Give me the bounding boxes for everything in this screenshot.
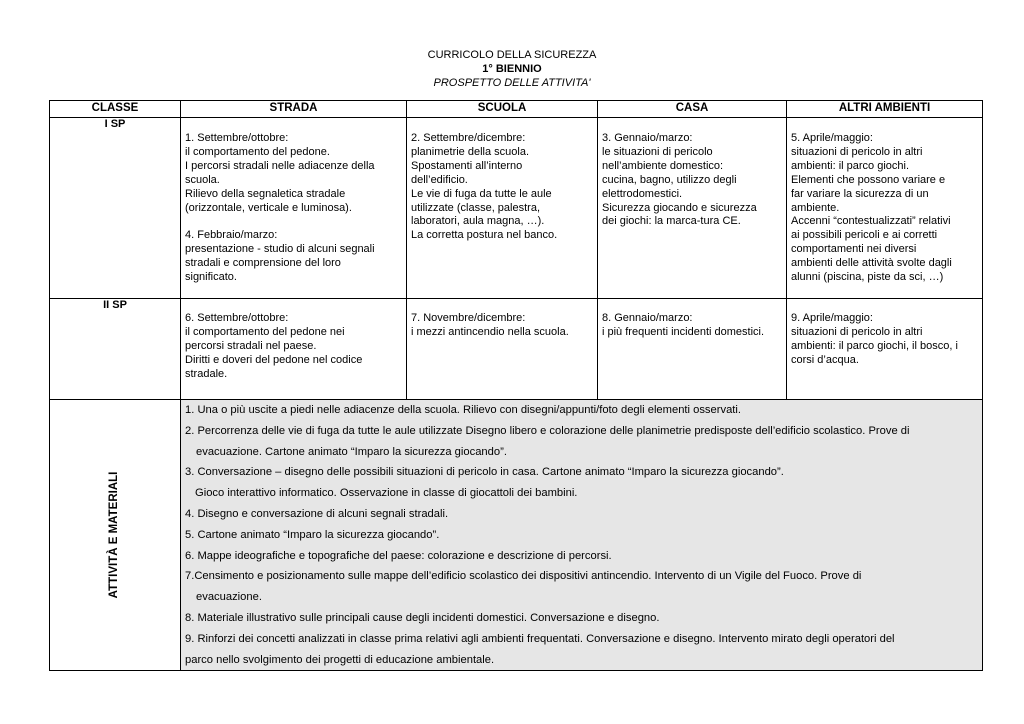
text-line: utilizzate (classe, palestra, xyxy=(411,201,540,214)
text-line: Spostamenti all’interno xyxy=(411,159,523,172)
text-line: ai possibili pericoli e ai corretti xyxy=(791,229,938,242)
column-header-scuola: SCUOLA xyxy=(407,101,598,118)
text-line: (orizzontale, verticale e luminosa). xyxy=(185,201,352,214)
text-line: planimetrie della scuola. xyxy=(411,145,530,158)
text-line: i più frequenti incidenti domestici. xyxy=(602,325,765,338)
text-line: scuola. xyxy=(185,173,220,186)
text-line: comportamenti nei diversi xyxy=(791,243,917,256)
text-line: Sicurezza giocando e sicurezza xyxy=(602,201,757,214)
text-line: 2. Settembre/dicembre: xyxy=(411,132,526,144)
text-line: corsi d’acqua. xyxy=(791,353,859,366)
cell-scuola xyxy=(407,299,598,400)
text-line: laboratori, aula magna, …). xyxy=(411,215,545,228)
text-line: 5. Aprile/maggio: xyxy=(791,132,873,144)
column-header-casa: CASA xyxy=(598,101,787,118)
text-line: cucina, bagno, utilizzo degli xyxy=(602,173,737,186)
activity-item: 5. Cartone animato “Imparo la sicurezza giocando”. xyxy=(185,528,440,541)
text-line: significato. xyxy=(185,271,237,284)
activity-item-continuation: Gioco interattivo informatico. Osservazione in classe di giocattoli dei bambini. xyxy=(195,487,578,500)
cell-casa xyxy=(598,299,787,400)
cell-scuola xyxy=(407,118,598,299)
row-label-ii-sp: II SP xyxy=(50,299,181,400)
activity-item: 4. Disegno e conversazione di alcuni segnali stradali. xyxy=(185,507,449,520)
spacer xyxy=(185,215,402,229)
table-row-activities xyxy=(50,400,983,671)
text-line: situazioni di pericolo in altri xyxy=(791,145,923,158)
activities-list xyxy=(181,400,983,671)
text-line: 6. Settembre/ottobre: xyxy=(185,312,289,324)
text-line: 4. Febbraio/marzo: xyxy=(185,229,278,242)
text-line: Le vie di fuga da tutte le aule xyxy=(411,187,552,200)
activities-label-cell xyxy=(50,400,181,671)
text-line: Rilievo della segnaletica stradale xyxy=(185,187,346,200)
activity-item: 9. Rinforzi dei concetti analizzati in classe prima relativi agli ambienti frequentati. Conversazione e disegno. Intervento mirato degli operatori del xyxy=(185,632,895,645)
table-row xyxy=(50,299,983,400)
activity-item: 3. Conversazione – disegno delle possibili situazioni di pericolo in casa. Cartone animato “Imparo la sicurezza giocando”. xyxy=(185,466,784,479)
text-line: 7. Novembre/dicembre: xyxy=(411,312,526,324)
curriculum-table xyxy=(49,100,983,671)
text-line: dell’edificio. xyxy=(411,173,468,186)
text-line: ambienti: il parco giochi. xyxy=(791,159,910,172)
text-line: 3. Gennaio/marzo: xyxy=(602,132,693,144)
text-line: i mezzi antincendio nella scuola. xyxy=(411,325,569,338)
document-header xyxy=(0,48,1024,90)
text-line: 9. Aprile/maggio: xyxy=(791,312,873,324)
document-title: CURRICOLO DELLA SICUREZZA xyxy=(427,49,597,61)
text-line: ambiente. xyxy=(791,201,840,214)
text-line: 1. Settembre/ottobre: xyxy=(185,132,289,144)
text-line: I percorsi stradali nelle adiacenze della xyxy=(185,159,375,172)
activity-item: 7.Censimento e posizionamento sulle mappe dell’edificio scolastico dei dispositivi antincendio. Intervento di un Vigile del Fuoco. Prove di xyxy=(185,570,862,583)
text-line: le situazioni di pericolo xyxy=(602,145,713,158)
activity-item: 2. Percorrenza delle vie di fuga da tutte le aule utilizzate Disegno libero e colorazione delle planimetrie predisposte dell’edificio scolastico. Prove di xyxy=(185,424,910,437)
text-line: stradali e comprensione del loro xyxy=(185,257,341,270)
text-line: stradale. xyxy=(185,367,228,380)
text-line: situazioni di pericolo in altri xyxy=(791,325,923,338)
text-line: Accenni “contestualizzati” relativi xyxy=(791,215,951,228)
cell-altri-ambienti xyxy=(787,118,983,299)
table-header-row xyxy=(50,101,983,118)
activity-item: 6. Mappe ideografiche e topografiche del paese: colorazione e descrizione di percorsi. xyxy=(185,549,612,562)
table-row xyxy=(50,118,983,299)
activity-item: 8. Materiale illustrativo sulle principali cause degli incidenti domestici. Conversazione e disegno. xyxy=(185,611,660,624)
text-line: presentazione - studio di alcuni segnali xyxy=(185,243,375,256)
text-line: La corretta postura nel banco. xyxy=(411,229,558,242)
text-line: ambienti delle attività svolte dagli xyxy=(791,257,952,270)
text-line: 8. Gennaio/marzo: xyxy=(602,312,693,324)
text-line: elettrodomestici. xyxy=(602,187,683,200)
document-caption: PROSPETTO DELLE ATTIVITA' xyxy=(433,77,591,89)
activities-label: ATTIVITÀ E MATERIALI xyxy=(108,471,121,599)
activity-item-continuation: evacuazione. xyxy=(196,591,262,604)
cell-casa xyxy=(598,118,787,299)
activity-item: 1. Una o più uscite a piedi nelle adiacenze della scuola. Rilievo con disegni/appunti/foto degli elementi osservati. xyxy=(185,404,741,416)
text-line: ambienti: il parco giochi, il bosco, i xyxy=(791,339,958,352)
text-line: nell’ambiente domestico: xyxy=(602,159,724,172)
text-line: dei giochi: la marca-tura CE. xyxy=(602,215,741,228)
activity-item-continuation: parco nello svolgimento dei progetti di educazione ambientale. xyxy=(185,653,495,666)
row-label-i-sp: I SP xyxy=(50,118,181,299)
cell-altri-ambienti xyxy=(787,299,983,400)
cell-strada xyxy=(181,299,407,400)
activity-item-continuation: evacuazione. Cartone animato “Imparo la sicurezza giocando”. xyxy=(196,445,507,458)
text-line: percorsi stradali nel paese. xyxy=(185,339,317,352)
text-line: alunni (piscina, piste da sci, …) xyxy=(791,271,944,284)
column-header-strada: STRADA xyxy=(181,101,407,118)
text-line: Diritti e doveri del pedone nel codice xyxy=(185,353,363,366)
cell-strada xyxy=(181,118,407,299)
text-line: Elementi che possono variare e xyxy=(791,173,946,186)
text-line: il comportamento del pedone nei xyxy=(185,325,345,338)
document-subtitle: 1° BIENNIO xyxy=(482,63,542,75)
text-line: far variare la sicurezza di un xyxy=(791,187,929,200)
text-line: il comportamento del pedone. xyxy=(185,145,330,158)
column-header-altri-ambienti: ALTRI AMBIENTI xyxy=(787,101,983,118)
column-header-classe: CLASSE xyxy=(50,101,181,118)
